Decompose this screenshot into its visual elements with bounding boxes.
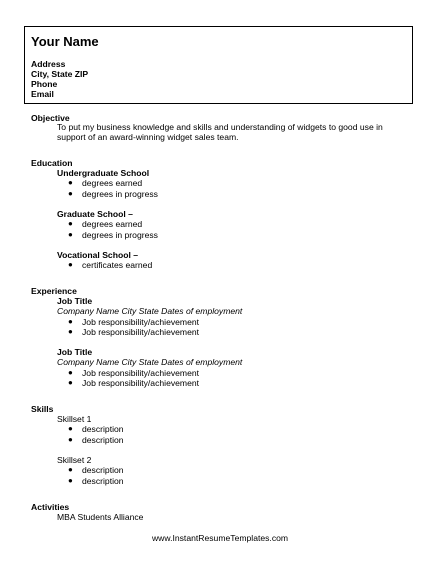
job-items-list — [57, 317, 242, 338]
education-school — [57, 209, 158, 240]
list-item-text: Job responsibility/achievement — [82, 377, 200, 388]
email-line: Email — [31, 89, 54, 99]
education-school — [57, 168, 158, 199]
bullet-icon: ● — [68, 188, 73, 198]
skills-heading: Skills — [31, 404, 54, 414]
experience-job — [57, 347, 242, 388]
list-item — [57, 424, 124, 434]
list-item — [57, 327, 242, 337]
job-details: Company Name City State Dates of employment — [57, 306, 243, 317]
experience-job — [57, 296, 242, 337]
list-item-text: description — [82, 475, 124, 486]
list-item — [57, 317, 242, 327]
list-item-text: description — [82, 434, 124, 445]
list-item-text: Job responsibility/achievement — [82, 367, 200, 378]
school-name: Graduate School – — [57, 209, 133, 219]
list-item — [57, 378, 242, 388]
job-items-list — [57, 368, 242, 389]
bullet-icon: ● — [68, 219, 73, 229]
bullet-icon: ● — [68, 424, 73, 434]
bullet-icon: ● — [68, 434, 73, 444]
bullet-icon: ● — [68, 465, 73, 475]
objective-line: support of an award-winning widget sales team. — [57, 132, 239, 143]
list-item-text: Job responsibility/achievement — [82, 326, 200, 337]
job-title: Job Title — [57, 296, 93, 306]
bullet-icon: ● — [68, 178, 73, 188]
activities-text: MBA Students Alliance — [57, 512, 144, 522]
bullet-icon: ● — [68, 260, 73, 270]
list-item — [57, 435, 124, 445]
skillset-items-list — [57, 424, 124, 445]
list-item — [57, 368, 242, 378]
bullet-icon: ● — [68, 475, 73, 485]
job-title: Job Title — [57, 347, 93, 357]
list-item-text: degrees in progress — [82, 229, 158, 240]
activities-heading: Activities — [31, 502, 70, 512]
list-item-text: Job responsibility/achievement — [82, 316, 200, 327]
list-item-text: degrees earned — [82, 219, 143, 230]
skillset-name: Skillset 2 — [57, 455, 92, 465]
skillset — [57, 455, 124, 486]
school-name: Undergraduate School — [57, 168, 150, 178]
skillset-name: Skillset 1 — [57, 414, 92, 424]
school-name: Vocational School – — [57, 250, 139, 260]
list-item — [57, 476, 124, 486]
list-item — [57, 230, 158, 240]
list-item — [57, 189, 158, 199]
list-item-text: degrees earned — [82, 178, 143, 189]
school-items-list — [57, 260, 152, 270]
list-item — [57, 465, 124, 475]
skillset — [57, 414, 124, 445]
school-items-list — [57, 219, 158, 240]
list-item-text: description — [82, 465, 124, 476]
objective-heading: Objective — [31, 113, 70, 123]
contact-header-box — [24, 26, 413, 104]
list-item — [57, 219, 158, 229]
phone-line: Phone — [31, 79, 58, 89]
list-item-text: description — [82, 424, 124, 435]
footer-url: www.InstantResumeTemplates.com — [151, 533, 289, 543]
list-item-text: degrees in progress — [82, 188, 158, 199]
school-items-list — [57, 178, 158, 199]
address-line: Address — [31, 59, 66, 69]
candidate-name: Your Name — [31, 34, 99, 49]
objective-text — [57, 122, 383, 143]
list-item — [57, 178, 158, 188]
bullet-icon: ● — [68, 229, 73, 239]
bullet-icon: ● — [68, 326, 73, 336]
education-heading: Education — [31, 158, 73, 168]
skillset-items-list — [57, 465, 124, 486]
job-details: Company Name City State Dates of employment — [57, 357, 243, 368]
city-state-zip-line: City, State ZIP — [31, 69, 89, 79]
bullet-icon: ● — [68, 367, 73, 377]
list-item — [57, 260, 152, 270]
bullet-icon: ● — [68, 316, 73, 326]
bullet-icon: ● — [68, 377, 73, 387]
objective-line: To put my business knowledge and skills and understanding of widgets to good use in — [57, 122, 383, 132]
list-item-text: certificates earned — [82, 260, 153, 271]
education-school — [57, 250, 152, 271]
experience-heading: Experience — [31, 286, 77, 296]
